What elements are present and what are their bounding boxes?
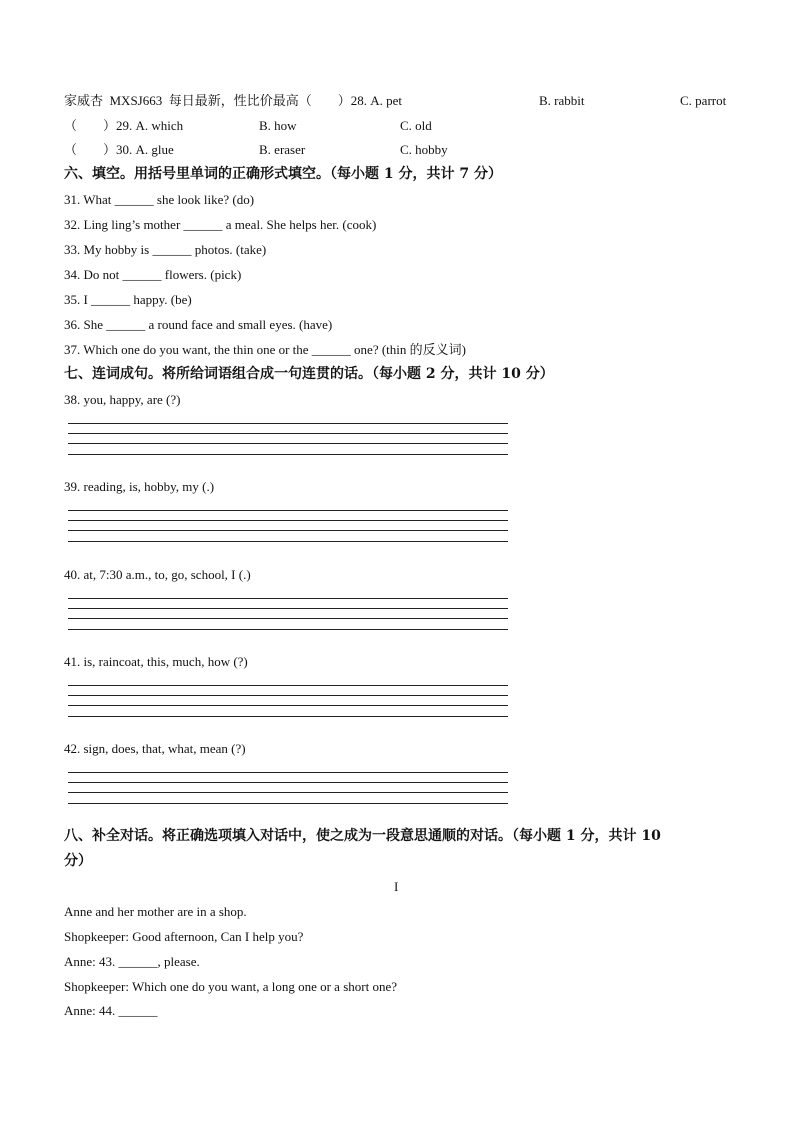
q28-option-c: C. parrot	[680, 93, 727, 108]
question-item: 35. I ______ happy. (be)	[64, 292, 192, 307]
section6-heading: 六、填空。用括号里单词的正确形式填空。（每小题 1 分，共计 7 分）	[64, 166, 502, 182]
section8-heading-cont: 分）	[64, 853, 92, 869]
dialogue-line: Anne and her mother are in a shop.	[64, 904, 247, 919]
answer-writing-lines[interactable]	[68, 772, 508, 806]
question-item: 41. is, raincoat, this, much, how (?)	[64, 654, 248, 669]
section8-heading: 八、补全对话。将正确选项填入对话中，使之成为一段意思通顺的对话。（每小题 1 分，共计 10	[64, 828, 661, 844]
q30-stem: （ ）30. A. glue	[64, 142, 174, 157]
answer-writing-lines[interactable]	[68, 423, 508, 457]
question-item: 40. at, 7:30 a.m., to, go, school, I (.)	[64, 567, 251, 582]
q29-stem: （ ）29. A. which	[64, 118, 184, 133]
q29-option-c: C. old	[400, 118, 432, 133]
answer-writing-lines[interactable]	[68, 685, 508, 719]
answer-writing-lines[interactable]	[68, 510, 508, 544]
answer-writing-lines[interactable]	[68, 598, 508, 632]
question-item: 38. you, happy, are (?)	[64, 392, 181, 407]
question-item: 31. What ______ she look like? (do)	[64, 192, 255, 207]
question-item: 33. My hobby is ______ photos. (take)	[64, 242, 267, 257]
dialogue-line: Shopkeeper: Good afternoon, Can I help you?	[64, 929, 304, 944]
dialogue-line: Anne: 43. ______, please.	[64, 954, 200, 969]
dialogue-line: Anne: 44. ______	[64, 1003, 158, 1018]
q28-option-b: B. rabbit	[539, 93, 585, 108]
question-item: 39. reading, is, hobby, my (.)	[64, 479, 215, 494]
q30-option-b: B. eraser	[259, 142, 306, 157]
question-item: 32. Ling ling’s mother ______ a meal. She helps her. (cook)	[64, 217, 377, 232]
part-roman-numeral: I	[394, 879, 399, 894]
question-item: 37. Which one do you want, the thin one or the ______ one? (thin 的反义词)	[64, 342, 466, 357]
dialogue-line: Shopkeeper: Which one do you want, a long one or a short one?	[64, 979, 397, 994]
section7-heading: 七、连词成句。将所给词语组合成一句连贯的话。（每小题 2 分，共计 10 分）	[64, 366, 554, 382]
question-item: 42. sign, does, that, what, mean (?)	[64, 741, 246, 756]
q28-stem: 家威杏 MXSJ663 每日最新，性比价最高（ ）28. A. pet	[64, 93, 403, 108]
q30-option-c: C. hobby	[400, 142, 448, 157]
q29-option-b: B. how	[259, 118, 297, 133]
question-item: 34. Do not ______ flowers. (pick)	[64, 267, 242, 282]
question-item: 36. She ______ a round face and small eyes. (have)	[64, 317, 333, 332]
